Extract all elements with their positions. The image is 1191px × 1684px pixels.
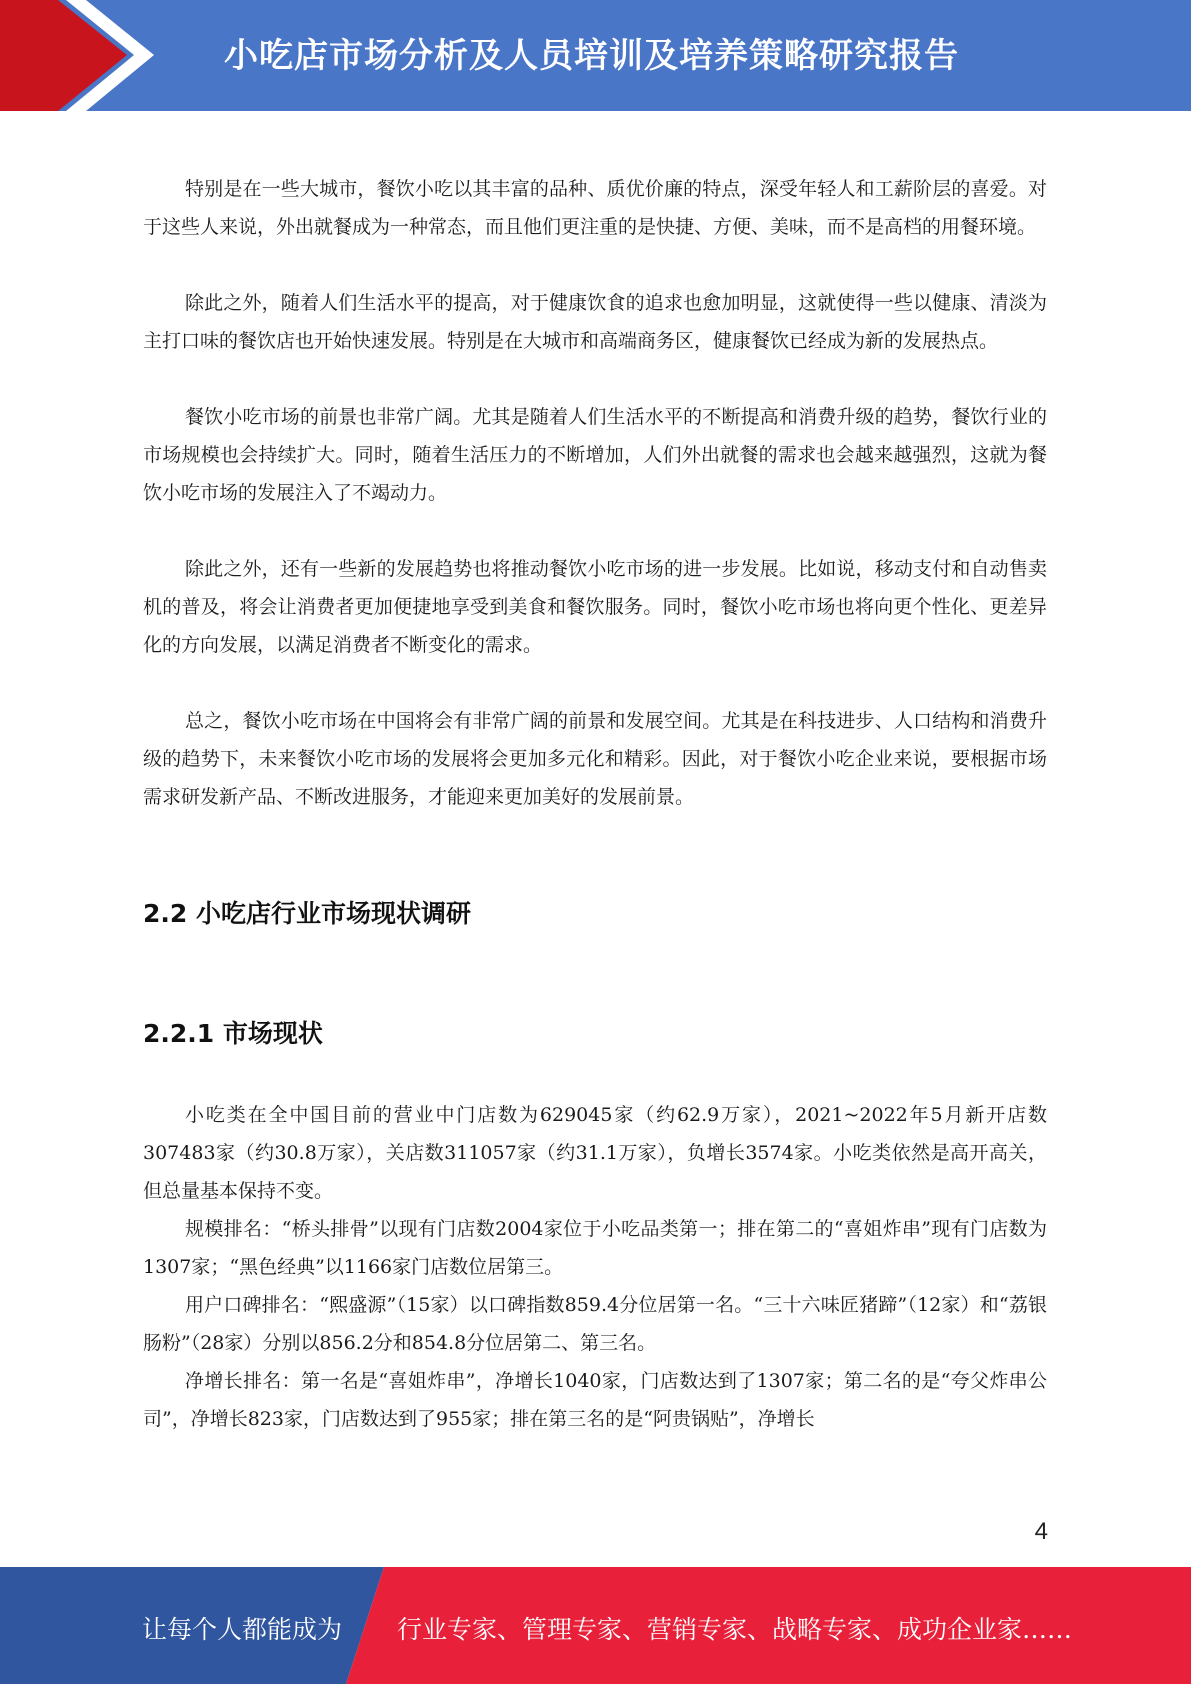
paragraph: 小吃类在全中国目前的营业中门店数为629045家（约62.9万家），2021~2022年5月新开店数307483家（约30.8万家），关店数311057家（约31.1万家），负增长3574家。小吃类依然是高开高关，但总量基本保持不变。 — [143, 1104, 1047, 1202]
section-heading-2-2: 2.2 小吃店行业市场现状调研 — [143, 899, 471, 928]
paragraph: 除此之外，随着人们生活水平的提高，对于健康饮食的追求也愈加明显，这就使得一些以健康、清淡为主打口味的餐饮店也开始快速发展。特别是在大城市和高端商务区，健康餐饮已经成为新的发展热点。 — [143, 292, 1047, 352]
paragraph: 用户口碑排名：“熙盛源”（15家）以口碑指数859.4分位居第一名。“三十六味匠猪蹄”（12家）和“荔银肠粉”（28家）分别以856.2分和854.8分位居第二、第三名。 — [143, 1294, 1047, 1354]
page-content — [143, 170, 1047, 1438]
paragraph: 净增长排名：第一名是“喜姐炸串”，净增长1040家，门店数达到了1307家；第二名的是“夸父炸串公司”，净增长823家，门店数达到了955家；排在第三名的是“阿贵锅贴”，净增长 — [143, 1370, 1047, 1430]
page-number: 4 — [1034, 1518, 1048, 1545]
header-red-arrow — [0, 0, 127, 111]
footer-slogan-left: 让每个人都能成为 — [142, 1615, 343, 1644]
document-header-title: 小吃店市场分析及人员培训及培养策略研究报告 — [224, 36, 959, 76]
section-heading-2-2-1: 2.2.1 市场现状 — [143, 1019, 323, 1048]
paragraph: 规模排名：“桥头排骨”以现有门店数2004家位于小吃品类第一；排在第二的“喜姐炸串”现有门店数为1307家；“黑色经典”以1166家门店数位居第三。 — [143, 1218, 1047, 1278]
paragraph: 除此之外，还有一些新的发展趋势也将推动餐饮小吃市场的进一步发展。比如说，移动支付和自动售卖机的普及，将会让消费者更加便捷地享受到美食和餐饮服务。同时，餐饮小吃市场也将向更个性化、更差异化的方向发展，以满足消费者不断变化的需求。 — [143, 558, 1047, 656]
paragraph: 餐饮小吃市场的前景也非常广阔。尤其是随着人们生活水平的不断提高和消费升级的趋势，餐饮行业的市场规模也会持续扩大。同时，随着生活压力的不断增加，人们外出就餐的需求也会越来越强烈，这就为餐饮小吃市场的发展注入了不竭动力。 — [143, 406, 1047, 504]
paragraph: 总之，餐饮小吃市场在中国将会有非常广阔的前景和发展空间。尤其是在科技进步、人口结构和消费升级的趋势下，未来餐饮小吃市场的发展将会更加多元化和精彩。因此，对于餐饮小吃企业来说，要根据市场需求研发新产品、不断改进服务，才能迎来更加美好的发展前景。 — [143, 710, 1047, 808]
paragraph: 特别是在一些大城市，餐饮小吃以其丰富的品种、质优价廉的特点，深受年轻人和工薪阶层的喜爱。对于这些人来说，外出就餐成为一种常态，而且他们更注重的是快捷、方便、美味，而不是高档的用餐环境。 — [143, 178, 1047, 238]
header-arrow-decoration — [0, 0, 160, 111]
footer-slogan-right: 行业专家、管理专家、营销专家、战略专家、成功企业家…… — [397, 1615, 1073, 1644]
